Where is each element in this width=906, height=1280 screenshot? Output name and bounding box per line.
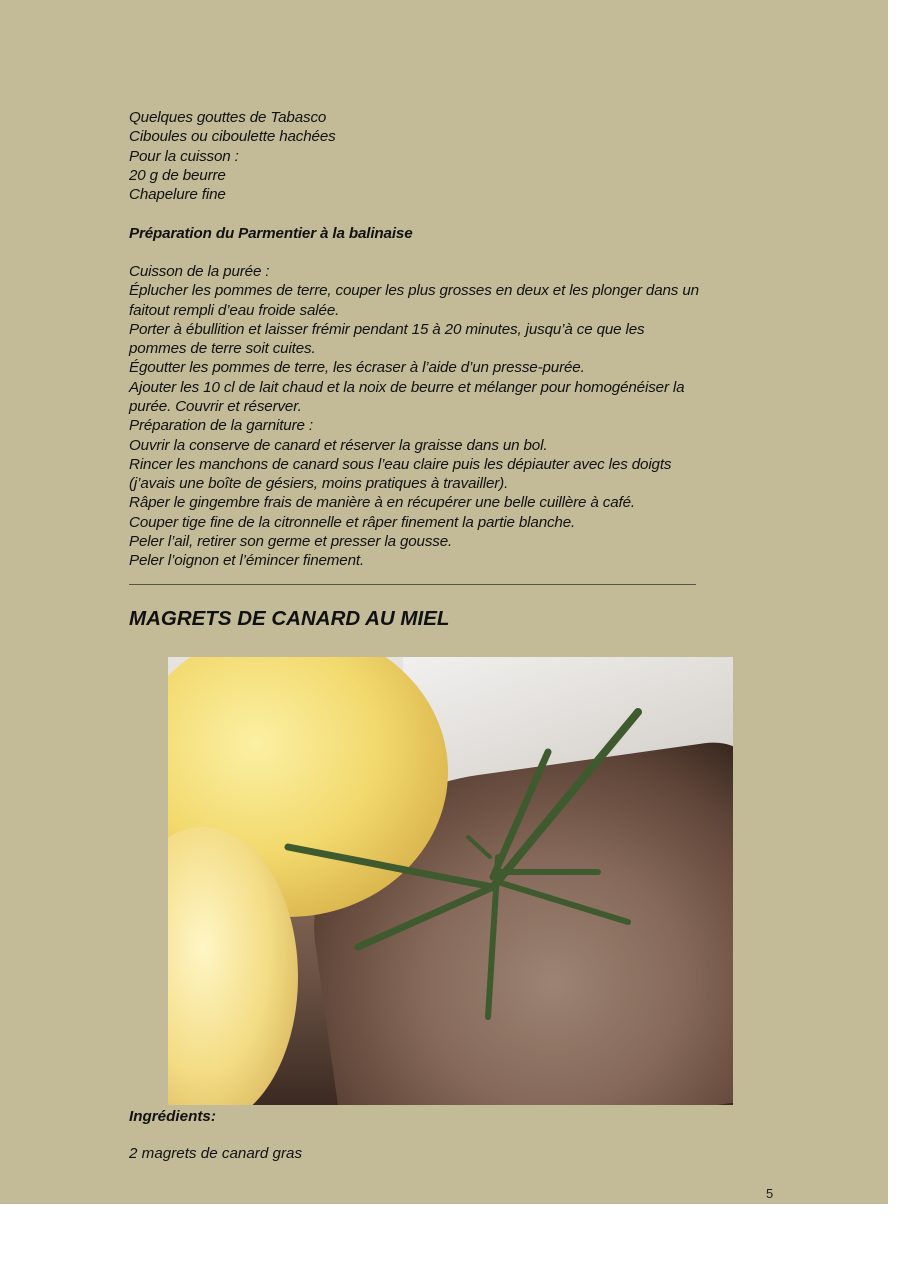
step-line: Éplucher les pommes de terre, couper les plus grosses en deux et les plonger dans un: [129, 282, 699, 300]
dish-photo: [168, 657, 733, 1105]
step-line: Ajouter les 10 cl de lait chaud et la noix de beurre et mélanger pour homogénéiser la: [129, 378, 685, 396]
step-line: Préparation de la garniture :: [129, 417, 313, 435]
ingredients-label: Ingrédients:: [129, 1108, 216, 1125]
step-line: Rincer les manchons de canard sous l’eau claire puis les dépiauter avec les doigts: [129, 455, 672, 473]
spacer: [129, 243, 699, 262]
ingredient-line: Quelques gouttes de Tabasco: [129, 109, 327, 126]
ingredient-item: 2 magrets de canard gras: [129, 1145, 303, 1162]
separator-line: [129, 584, 696, 585]
step-line: Ouvrir la conserve de canard et réserver la graisse dans un bol.: [129, 436, 548, 454]
step-line: Porter à ébullition et laisser frémir pendant 15 à 20 minutes, jusqu’à ce que les: [129, 320, 645, 338]
page-number: 5: [766, 1186, 774, 1201]
step-line: faitout rempli d’eau froide salée.: [129, 301, 340, 319]
ingredient-line: Ciboules ou ciboulette hachées: [129, 128, 336, 146]
ingredient-line: 20 g de beurre: [129, 166, 226, 184]
step-line: Peler l’ail, retirer son germe et presser la gousse.: [129, 532, 453, 550]
step-line: (j’avais une boîte de gésiers, moins pratiques à travailler).: [129, 475, 509, 493]
spacer: [129, 204, 699, 223]
step-line: Râper le gingembre frais de manière à en récupérer une belle cuillère à café.: [129, 494, 635, 512]
step-line: pommes de terre soit cuites.: [129, 340, 316, 358]
step-line: Peler l’oignon et l’émincer finement.: [129, 552, 365, 570]
ingredient-line: Pour la cuisson :: [129, 147, 239, 165]
preparation-heading: Préparation du Parmentier à la balinaise: [129, 224, 413, 242]
recipe-body-text: [129, 108, 699, 570]
step-line: Égoutter les pommes de terre, les écraser à l’aide d’un presse-purée.: [129, 359, 585, 377]
rosemary-sprig: [168, 657, 733, 1105]
recipe-title: MAGRETS DE CANARD AU MIEL: [129, 607, 450, 630]
step-line: Cuisson de la purée :: [129, 263, 270, 281]
step-line: purée. Couvrir et réserver.: [129, 397, 302, 415]
ingredient-line: Chapelure fine: [129, 186, 226, 204]
step-line: Couper tige fine de la citronnelle et râper finement la partie blanche.: [129, 513, 576, 531]
